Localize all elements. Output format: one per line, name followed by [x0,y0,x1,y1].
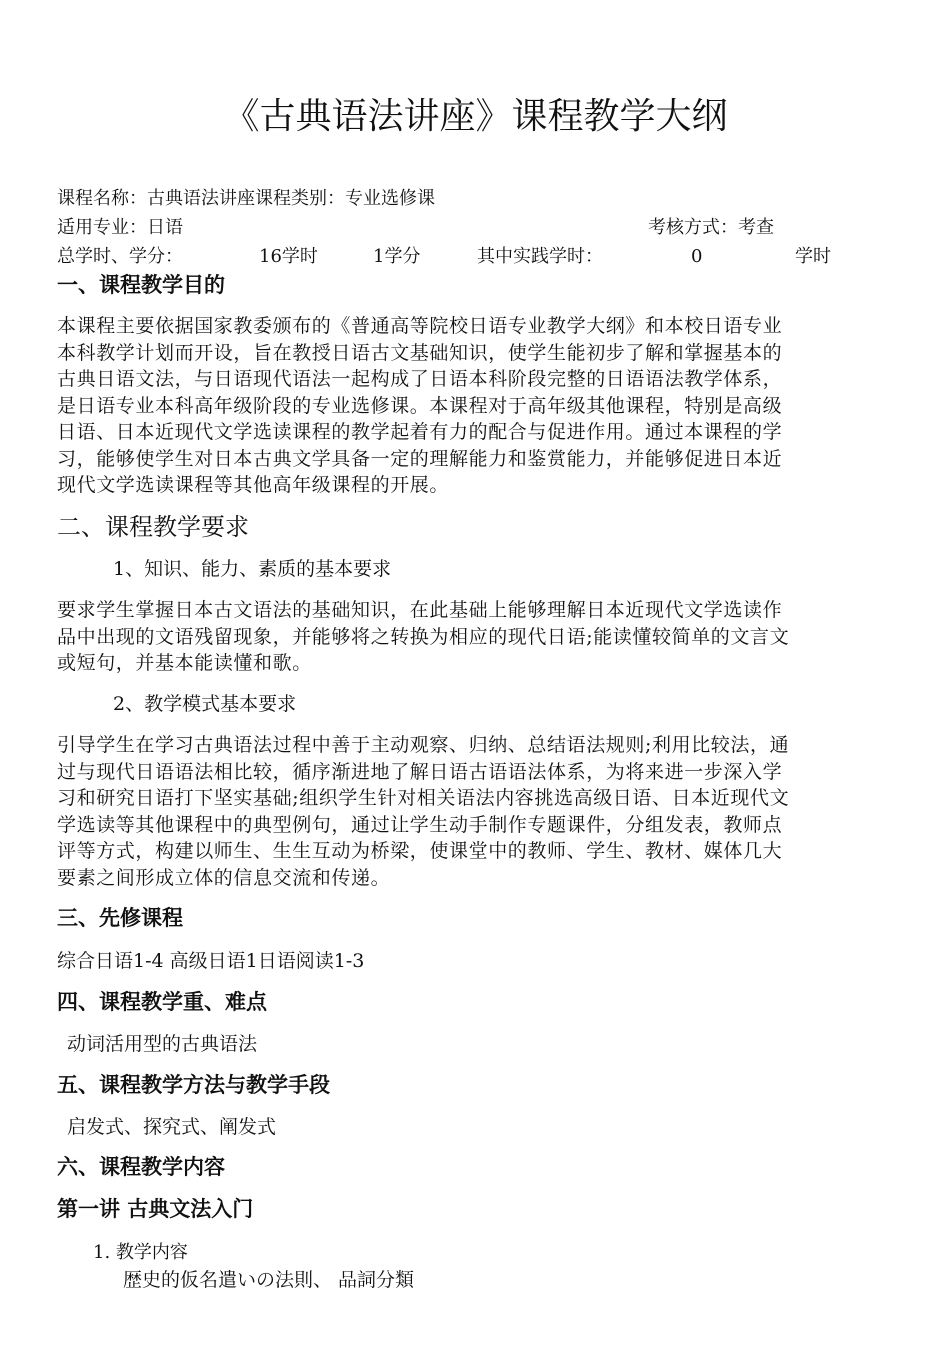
paragraph-line: 要求学生掌握日本古文语法的基础知识，在此基础上能够理解日本近现代文学选读作 [57,599,783,621]
practice-hours-unit: 学时 [795,246,831,267]
section-2-paragraph-2 [57,732,897,891]
key-points-text: 动词活用型的古典语法 [67,1033,258,1055]
paragraph-line: 习，能够使学生对日本古典文学具备一定的理解能力和鉴赏能力，并能够促进日本近 [57,447,783,470]
paragraph-line: 学选读等其他课程中的典型例句，通过让学生动手制作专题课件，分组发表，教师点 [57,813,783,836]
paragraph-line: 评等方式，构建以师生、生生互动为桥梁，使课堂中的教师、学生、教材、媒体几大 [57,840,783,862]
section-5-heading: 五、课程教学方法与教学手段 [57,1073,330,1097]
lecture-1-item-label: 1. 教学内容 [93,1242,188,1263]
paragraph-line: 现代文学选读课程等其他高年级课程的开展。 [57,474,450,496]
paragraph-line: 是日语专业本科高年级阶段的专业选修课。本课程对于高年级其他课程，特别是高级 [57,394,783,417]
lecture-1-item-text: 歴史的仮名遣いの法則、 品詞分類 [123,1269,415,1291]
paragraph-line: 本科教学计划而开设，旨在教授日语古文基础知识，使学生能初步了解和掌握基本的 [57,341,783,364]
paragraph-line: 过与现代日语语法相比较，循序渐进地了解日语古语语法体系，为将来进一步深入学 [57,760,783,783]
paragraph-line: 引导学生在学习古典语法过程中善于主动观察、归纳、总结语法规则;利用比较法，通 [57,734,790,756]
section-2-heading: 二、课程教学要求 [57,513,249,541]
paragraph-line: 品中出现的文语残留现象，并能够将之转换为相应的现代日语;能读懂较简单的文言文 [57,625,790,648]
paragraph-line: 要素之间形成立体的信息交流和传递。 [57,866,391,889]
section-4-heading: 四、课程教学重、难点 [57,990,267,1014]
section-2-subheading-1: 1、知识、能力、素质的基本要求 [113,558,392,580]
methods-text: 启发式、探究式、阐发式 [67,1116,277,1138]
section-6-heading: 六、课程教学内容 [57,1155,225,1179]
section-1-paragraph [57,313,897,499]
practice-hours-value: 0 [691,246,703,267]
paragraph-line: 或短句，并基本能读懂和歌。 [57,652,312,674]
hours-credits-label: 总学时、学分： [57,246,183,267]
prerequisites-text: 综合日语1-4 高级日语1日语阅读1-3 [57,950,365,972]
paragraph-line: 本课程主要依据国家教委颁布的《普通高等院校日语专业教学大纲》和本校日语专业 [57,315,783,337]
lecture-1-heading: 第一讲 古典文法入门 [57,1197,254,1221]
section-3-heading: 三、先修课程 [57,906,183,930]
major-field: 适用专业：日语 [57,217,183,238]
section-2-paragraph-1 [57,597,897,677]
credits-value: 1学分 [373,246,421,267]
document-title: 《古典语法讲座》课程教学大纲 [223,96,728,137]
section-2-subheading-2: 2、教学模式基本要求 [113,693,297,715]
paragraph-line: 古典日语文法，与日语现代语法一起构成了日语本科阶段完整的日语语法教学体系， [57,368,783,390]
course-name-line: 课程名称：古典语法讲座课程类别：专业选修课 [57,188,435,209]
paragraph-line: 习和研究日语打下坚实基础;组织学生针对相关语法内容挑选高级日语、日本近现代文 [57,787,790,809]
paragraph-line: 日语、日本近现代文学选读课程的教学起着有力的配合与促进作用。通过本课程的学 [57,421,783,443]
section-1-heading: 一、课程教学目的 [57,273,225,297]
practice-hours-label: 其中实践学时： [477,246,603,267]
assessment-field: 考核方式：考查 [648,217,774,238]
hours-value: 16学时 [259,246,318,267]
